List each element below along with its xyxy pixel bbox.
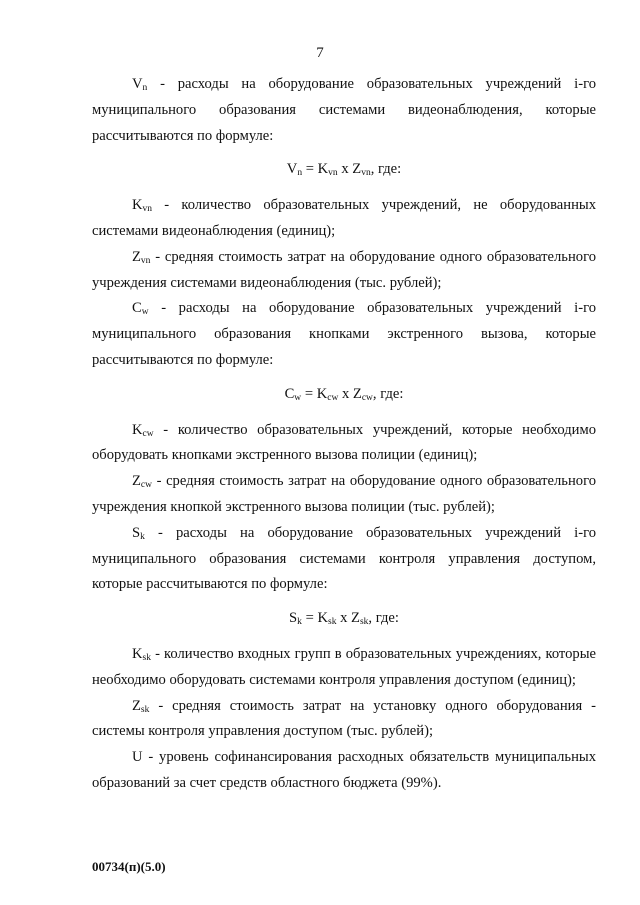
- definition-text: - количество образовательных учреждений, не оборудованных системами видеонаблюдения (единиц);: [92, 197, 596, 239]
- definition-text: - расходы на оборудование образовательных учреждений i-го муниципального образования системами контроля управления доступом, которые рассчитываются по формуле:: [92, 524, 596, 593]
- variable-symbol: C: [132, 300, 142, 317]
- formula-subscript: sk: [359, 617, 369, 628]
- definition-text: - расходы на оборудование образовательных учреждений i-го муниципального образования системами видеонаблюдения, которые рассчитываются по формуле:: [92, 76, 596, 144]
- formula-text: S: [289, 610, 298, 627]
- definition-text: - расходы на оборудование образовательных учреждений i-го муниципального образования кнопками экстренного вызова, которые рассчитываются по формуле:: [92, 300, 596, 368]
- formula: [92, 382, 596, 408]
- formula-text: = K: [301, 385, 328, 402]
- variable-symbol: U: [132, 749, 143, 766]
- variable-symbol: Z: [132, 473, 141, 490]
- formula-text: x Z: [337, 161, 362, 178]
- variable-symbol: K: [132, 421, 143, 438]
- formula-subscript: w: [294, 392, 302, 403]
- variable-symbol: Z: [132, 697, 141, 714]
- definition-paragraph: [92, 245, 596, 297]
- formula-text: , где:: [372, 385, 404, 402]
- variable-symbol: K: [132, 645, 143, 662]
- formula-subscript: vn: [361, 168, 371, 179]
- variable-symbol: V: [132, 76, 143, 92]
- formula-text: C: [284, 385, 295, 402]
- variable-symbol: Z: [132, 248, 141, 265]
- formula-text: , где:: [368, 610, 399, 627]
- definition-paragraph: [92, 745, 596, 797]
- definition-text: - количество образовательных учреждений, которые необходимо оборудовать кнопками экстренного вызова полиции (единиц);: [92, 421, 596, 464]
- formula-text: V: [286, 161, 298, 178]
- page-number: 7: [316, 45, 324, 61]
- variable-subscript: vn: [142, 204, 153, 215]
- formula-subscript: n: [297, 168, 303, 179]
- definition-text: - средняя стоимость затрат на оборудование одного образовательного учреждения системами видеонаблюдения (тыс. рублей);: [92, 248, 596, 291]
- formula-subscript: k: [297, 617, 302, 628]
- formula: [92, 606, 596, 632]
- formula-subscript: sk: [328, 617, 337, 628]
- variable-subscript: w: [141, 307, 149, 318]
- definition-text: - уровень софинансирования расходных обязательств муниципальных образований за счет средств областного бюджета (99%).: [92, 749, 596, 791]
- formula-text: x Z: [336, 610, 360, 627]
- variable-subscript: cw: [142, 428, 154, 439]
- formula-text: , где:: [370, 161, 402, 178]
- definition-paragraph: [92, 296, 596, 373]
- definition-paragraph: [92, 469, 596, 521]
- variable-subscript: n: [142, 83, 148, 93]
- formula-text: = K: [302, 161, 329, 178]
- definition-paragraph: [92, 642, 596, 694]
- document-body: [92, 72, 596, 797]
- definition-paragraph: [92, 193, 596, 245]
- formula: [92, 157, 596, 183]
- variable-subscript: sk: [140, 704, 150, 715]
- formula-text: = K: [301, 610, 328, 627]
- variable-symbol: S: [132, 524, 141, 541]
- variable-symbol: K: [132, 197, 143, 214]
- variable-subscript: sk: [142, 652, 151, 663]
- definition-paragraph: [92, 418, 596, 470]
- definition-paragraph: [92, 694, 596, 746]
- variable-subscript: cw: [140, 480, 152, 491]
- formula-subscript: cw: [327, 392, 339, 403]
- variable-subscript: vn: [140, 255, 151, 266]
- definition-paragraph: [92, 72, 596, 149]
- formula-subscript: vn: [328, 168, 338, 179]
- variable-subscript: k: [140, 531, 145, 542]
- definition-text: - количество входных групп в образовательных учреждениях, которые необходимо оборудовать системами контроля управления доступом (единиц);: [92, 645, 596, 688]
- definition-text: - средняя стоимость затрат на установку одного оборудования - системы контроля управления доступом (тыс. рублей);: [92, 697, 596, 740]
- formula-subscript: cw: [361, 392, 373, 403]
- document-code: 00734(п)(5.0): [92, 859, 166, 874]
- definition-paragraph: [92, 521, 596, 598]
- formula-text: x Z: [338, 385, 362, 402]
- definition-text: - средняя стоимость затрат на оборудование одного образовательного учреждения кнопкой экстренного вызова полиции (тыс. рублей);: [92, 473, 596, 515]
